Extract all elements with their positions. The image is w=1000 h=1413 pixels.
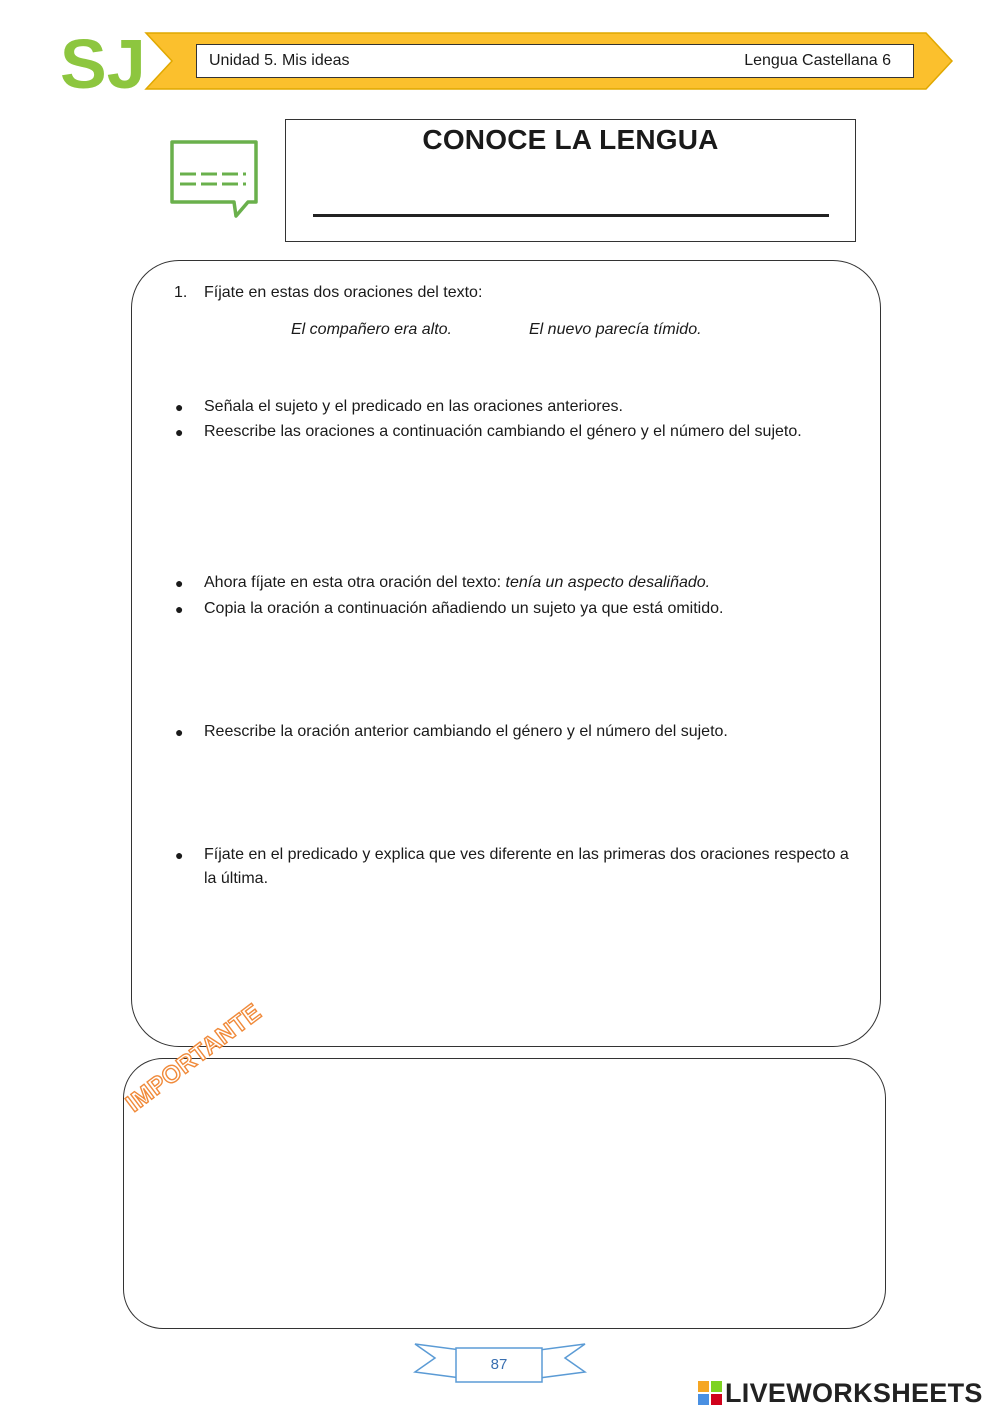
instruction-3-quote: tenía un aspecto desaliñado. [505, 574, 711, 591]
unit-label: Unidad 5. Mis ideas [209, 52, 350, 69]
bullet-3: ● [175, 575, 184, 591]
question-number: 1. [174, 284, 188, 301]
svg-text:SJ: SJ [60, 25, 146, 103]
page-number: 87 [490, 1356, 508, 1373]
subject-label: Lengua Castellana 6 [744, 52, 891, 69]
instruction-3-text: Ahora fíjate en esta otra oración del texto: [204, 574, 506, 591]
title-underline [313, 214, 829, 217]
liveworksheets-wordmark: LIVEWORKSHEETS [725, 1378, 983, 1408]
bullet-1: ● [175, 399, 184, 415]
liveworksheets-logo-icon [698, 1381, 722, 1405]
instruction-2: Reescribe las oraciones a continuación cambiando el género y el número del sujeto. [204, 423, 802, 440]
bullet-4: ● [175, 601, 184, 617]
instruction-1: Señala el sujeto y el predicado en las oraciones anteriores. [204, 398, 623, 415]
title-box [285, 119, 856, 242]
instruction-5: Reescribe la oración anterior cambiando el género y el número del sujeto. [204, 723, 728, 740]
school-logo [58, 25, 146, 103]
bullet-5: ● [175, 724, 184, 740]
example-sentence-2: El nuevo parecía tímido. [529, 321, 702, 338]
instruction-4: Copia la oración a continuación añadiendo un sujeto ya que está omitido. [204, 600, 724, 617]
activity-box [131, 260, 881, 1047]
chat-bubble-icon [166, 136, 262, 224]
bullet-6: ● [175, 847, 184, 863]
example-sentence-1: El compañero era alto. [291, 321, 452, 338]
bullet-2: ● [175, 424, 184, 440]
instruction-3 [204, 571, 710, 595]
page-title: CONOCE LA LENGUA [422, 124, 719, 155]
importante-box [123, 1058, 886, 1329]
importante-label: IMPORTANTE [121, 998, 267, 1118]
question-text: Fíjate en estas dos oraciones del texto: [204, 284, 483, 301]
instruction-6: Fíjate en el predicado y explica que ves diferente en las primeras dos oraciones respecto a la última. [204, 846, 849, 887]
header-box [196, 44, 914, 78]
